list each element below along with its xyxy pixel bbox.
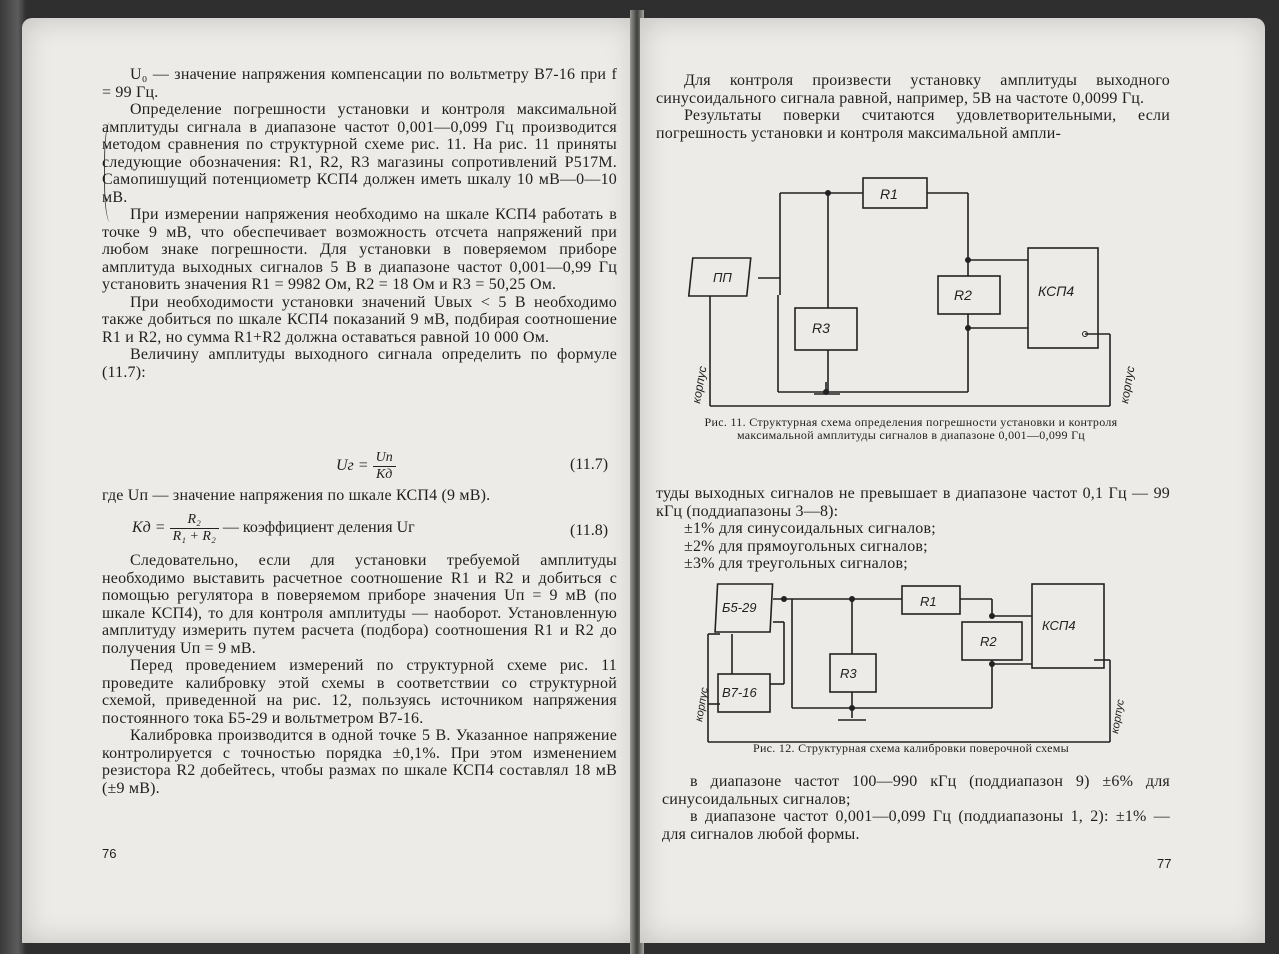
fig11-pp-label: ПП <box>713 270 732 285</box>
paragraph-measurement: При измерении напряжения необходимо на шкале КСП4 работать в точке 9 мВ, что обеспечивает возможность отсчета напряжений при любом знаке погрешности. Для установки в поверяемом приборе амплитуда выходных сигналов 5 В в диапазоне частот 0,001—0,99 Гц установить значения R1 = 9982 Ом, R2 = 18 Ом и R3 = 50,25 Ом. <box>102 206 617 293</box>
fig12-b716-label: В7-16 <box>722 685 757 700</box>
left-text-block <box>102 66 617 381</box>
eq1-tag: (11.7) <box>570 456 609 473</box>
eq1-lhs: Uг = <box>336 457 369 475</box>
fig12-ksp4-label: КСП4 <box>1042 618 1076 633</box>
right-page <box>640 18 1265 943</box>
tolerance-triangle: ±3% для треугольных сигналов; <box>684 555 908 572</box>
fig12-korpus-right: корпус <box>1109 698 1127 735</box>
paragraph-calibration-intro: Перед проведением измерений по структурной схеме рис. 11 проведите калибровку этой схемы в соответствии со структурной схемой, приведенной на рис. 12, пользуясь источником напряжения постоянного тока Б5-29 и вольтметром В7-16. <box>102 657 617 727</box>
paragraph-formula-intro: Величину амплитуды выходного сигнала определить по формуле (11.7): <box>102 346 617 381</box>
eq1-fraction <box>373 450 396 483</box>
paragraph-control: Для контроля произвести установку амплитуды выходного синусоидального сигнала равной, например, 5В на частоте 0,0099 Гц. <box>656 72 1170 107</box>
right-text-block-2 <box>656 485 1170 573</box>
eq1-numerator: Uп <box>373 450 396 467</box>
paragraph-where-up: где Uп — значение напряжения по шкале КСП4 (9 мВ). <box>102 487 491 504</box>
figure-11-schematic <box>680 170 1140 410</box>
eq2-lhs: Kд = <box>132 519 166 537</box>
fig12-r2-label: R2 <box>980 634 997 649</box>
fig11-ksp4-label: КСП4 <box>1038 283 1075 299</box>
paragraph-consequently: Следовательно, если для установки требуемой амплитуды необходимо выставить расчетное соотношение R1 и R2 и добиться с помощью регулятора в поверяемом приборе значения Uп = 9 мВ (по шкале КСП4), то для контроля амплитуды — наоборот. Установленную амплитуду измерить путем расчета (подбора) соотношения R1 и R2 до получения Uп = 9 мВ. <box>102 552 617 657</box>
fig11-korpus-left: корпус <box>689 365 710 405</box>
paragraph-u0: U₀ — значение напряжения компенсации по вольтметру В7-16 при f = 99 Гц. <box>102 66 617 101</box>
left-page <box>22 18 636 943</box>
paragraph-tolerance: туды выходных сигналов не превышает в диапазоне частот 0,1 Гц — 99 кГц (поддиапазоны 3—8): <box>656 485 1170 520</box>
fig11-r2-label: R2 <box>954 287 972 303</box>
paragraph-range-1-2: в диапазоне частот 0,001—0,099 Гц (поддиапазоны 1, 2): ±1% — для сигналов любой формы. <box>662 808 1170 843</box>
tolerance-square: ±2% для прямоугольных сигналов; <box>684 537 928 555</box>
right-text-block <box>656 72 1170 142</box>
eq2-rhs: — коэффициент деления Uг <box>222 519 415 537</box>
fig12-b529-label: Б5-29 <box>722 600 757 615</box>
fig12-r1-label: R1 <box>920 594 937 609</box>
eq1-denominator: Kд <box>375 467 393 482</box>
paragraph-calibration-point: Калибровка производится в одной точке 5 В. Указанное напряжение контролируется с точностью порядка ±0,1%. При этом изменением резистора R2 добейтесь, чтобы размах по шкале КСП4 составлял 18 мВ (±9 мВ). <box>102 727 617 797</box>
fig11-r1-label: R1 <box>880 186 898 202</box>
figure-12-schematic <box>692 576 1127 748</box>
fig12-r3-label: R3 <box>840 666 857 681</box>
right-text-block-3 <box>662 773 1170 843</box>
eq2-fraction <box>170 512 219 545</box>
eq2-numerator: R₂ <box>170 512 219 529</box>
fig11-korpus-right: корпус <box>1117 365 1138 405</box>
paragraph-range-9: в диапазоне частот 100—990 кГц (поддиапазон 9) ±6% для синусоидальных сигналов; <box>662 773 1170 808</box>
eq2-tag: (11.8) <box>570 522 609 539</box>
fig12-korpus-left: корпус <box>693 686 711 723</box>
figure-11-caption: Рис. 11. Структурная схема определения погрешности установки и контроля максимальной амплитуды сигналов в диапазоне 0,001—0,099 Гц <box>704 415 1118 442</box>
page-number-right: 77 <box>1157 856 1172 871</box>
fig11-r3-label: R3 <box>812 320 830 336</box>
eq2-denominator: R₁ + R₂ <box>172 529 216 544</box>
page-number-left: 76 <box>102 846 117 861</box>
paragraph-results: Результаты поверки считаются удовлетворительными, если погрешность установки и контроля максимальной ампли- <box>656 107 1170 142</box>
tolerance-sine: ±1% для синусоидальных сигналов; <box>684 520 936 537</box>
figure-12-caption: Рис. 12. Структурная схема калибровки поверочной схемы <box>752 741 1070 755</box>
paragraph-uvyh: При необходимости установки значений Uвых < 5 В необходимо также добиться по шкале КСП4 показаний 9 мВ, подбирая соотношение R1 и R2, но сумма R1+R2 должна оставаться равной 10 000 Ом. <box>102 293 617 346</box>
left-text-block-2 <box>102 552 617 797</box>
paragraph-definition: Определение погрешности установки и контроля максимальной амплитуды сигнала в диапазоне частот 0,001—0,099 Гц производится методом сравнения по структурной схеме рис. 11. На рис. 11 приняты следующие обозначения: R1, R2, R3 магазины сопротивлений Р517М. Самопишущий потенциометр КСП4 должен иметь шкалу 10 мВ—0—10 мВ. <box>102 101 617 206</box>
